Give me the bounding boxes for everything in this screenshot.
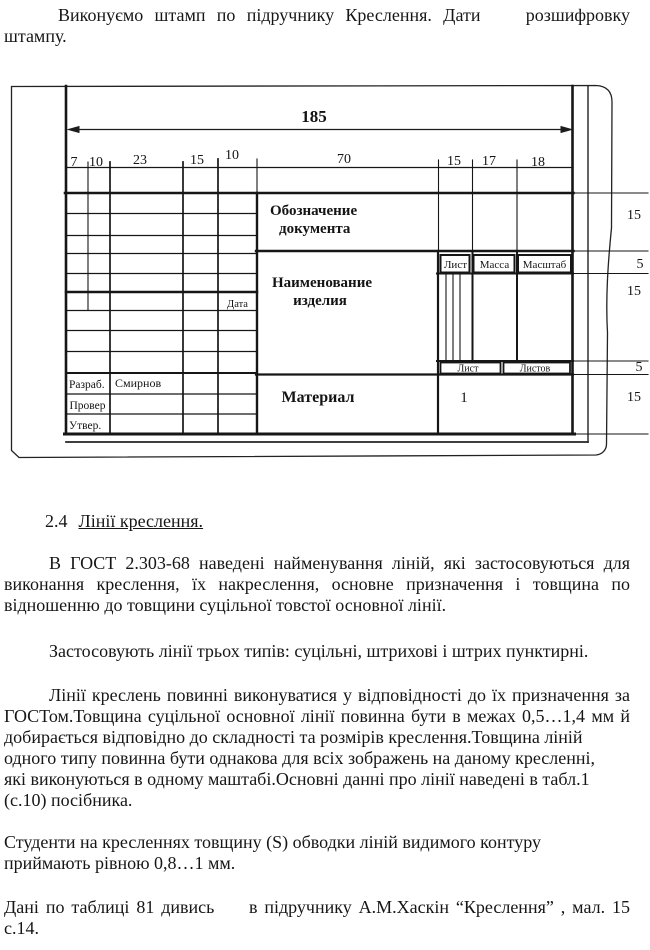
stamp-cell-doc-designation-line1: Обозначение (270, 203, 358, 219)
text-line: добирається відповідно до складності та розмірів креслення.Товщина ліній (4, 727, 583, 747)
text-line: Студенти на кресленнях товщину (S) обводки ліній видимого контуру (4, 832, 542, 852)
text-line: одного типу повинна бути однакова для всіх зображень на даному кресленні, (4, 748, 596, 768)
col-width-label-8: 17 (482, 154, 496, 169)
scanned-document-page (0, 5, 650, 950)
col-width-label-4: 15 (190, 153, 204, 168)
text-line: відношенню до товщини суцільної товстої основної лінії. (4, 595, 447, 615)
text-line: (с.10) посібника. (4, 790, 133, 810)
row-height-label-3: 15 (627, 284, 641, 299)
dim-label-total-width: 185 (301, 107, 327, 126)
row-height-label-5: 15 (627, 390, 641, 405)
stamp-header-sheet: Лист (443, 259, 468, 271)
text-line: приймають рівною 0,8…1 мм. (4, 853, 236, 873)
paragraph-line-rules (4, 685, 630, 811)
stamp-cell-sheet-count: 1 (460, 390, 468, 406)
row-height-label-2: 5 (636, 257, 644, 272)
stamp-cell-material: Материал (281, 389, 355, 406)
arrowhead-left-icon (67, 126, 80, 133)
stamp-cell-developed: Разраб. (69, 379, 105, 391)
col-width-label-7: 15 (447, 154, 461, 169)
text-line: В ГОСТ 2.303-68 наведені найменування ліній, які застосовуються для (49, 553, 630, 573)
row-height-label-1: 15 (627, 208, 641, 223)
stamp-cell-checked: Провер (69, 400, 106, 412)
paragraph-students (4, 832, 630, 874)
col-width-label-6: 70 (337, 152, 351, 167)
stamp-cell-approved: Утвер. (69, 420, 102, 432)
paragraph-line-types (4, 641, 630, 662)
col-width-label-9: 18 (531, 155, 545, 170)
section-heading (4, 511, 630, 532)
col-width-label-2: 10 (89, 155, 103, 170)
text-line: штампу. (4, 26, 67, 46)
col-width-label-3: 23 (133, 153, 147, 168)
stamp-cell-date: Дата (227, 299, 248, 310)
text-line: Виконуємо штамп по підручнику Креслення. Дати розшифровку (58, 5, 630, 25)
stamp-header-scale: Масштаб (522, 259, 567, 271)
stamp-cell-product-name-line1: Наименование (272, 275, 372, 291)
stamp-header-sheets-bottom: Листов (519, 363, 551, 375)
text-line: виконання креслення, їх накреслення, основне призначення і товщина по (4, 574, 630, 594)
col-width-label-1: 7 (70, 155, 78, 170)
paragraph-gost (4, 553, 630, 616)
stamp-header-mass: Масса (479, 259, 510, 271)
stamp-header-sheet-bottom: Лист (457, 363, 479, 375)
row-height-label-4: 5 (635, 360, 643, 375)
title-block-stamp-diagram (0, 80, 650, 465)
stamp-cell-developer-name: Смирнов (115, 376, 162, 390)
paragraph-reference (4, 897, 630, 939)
text-line: Дані по таблиці 81 дивись в підручнику А.М.Хаскін “Креслення” , мал. 15 (4, 897, 630, 917)
text-line: які виконуються в одному маштабі.Основні данні про лінії наведені в табл.1 (4, 769, 590, 789)
section-number: 2.4 (45, 511, 68, 531)
text-line: ГОСТом.Товщина суцільної основної лінії повинна бути в межах 0,5…1,4 мм й (4, 706, 630, 726)
col-width-label-5: 10 (225, 148, 239, 163)
text-line: с.14. (4, 918, 39, 938)
paragraph-intro (4, 5, 630, 47)
text-line: Застосовують лінії трьох типів: суцільні, штрихові і штрих пунктирні. (49, 641, 589, 661)
dimension-arrow-185 (67, 126, 574, 133)
stamp-cell-doc-designation-line2: документа (279, 221, 351, 237)
stamp-cell-product-name-line2: изделия (293, 293, 347, 309)
text-line: Лінії креслень повинні виконуватися у відповідності до їх призначення за (49, 685, 630, 705)
section-title: Лінії креслення. (78, 511, 204, 531)
